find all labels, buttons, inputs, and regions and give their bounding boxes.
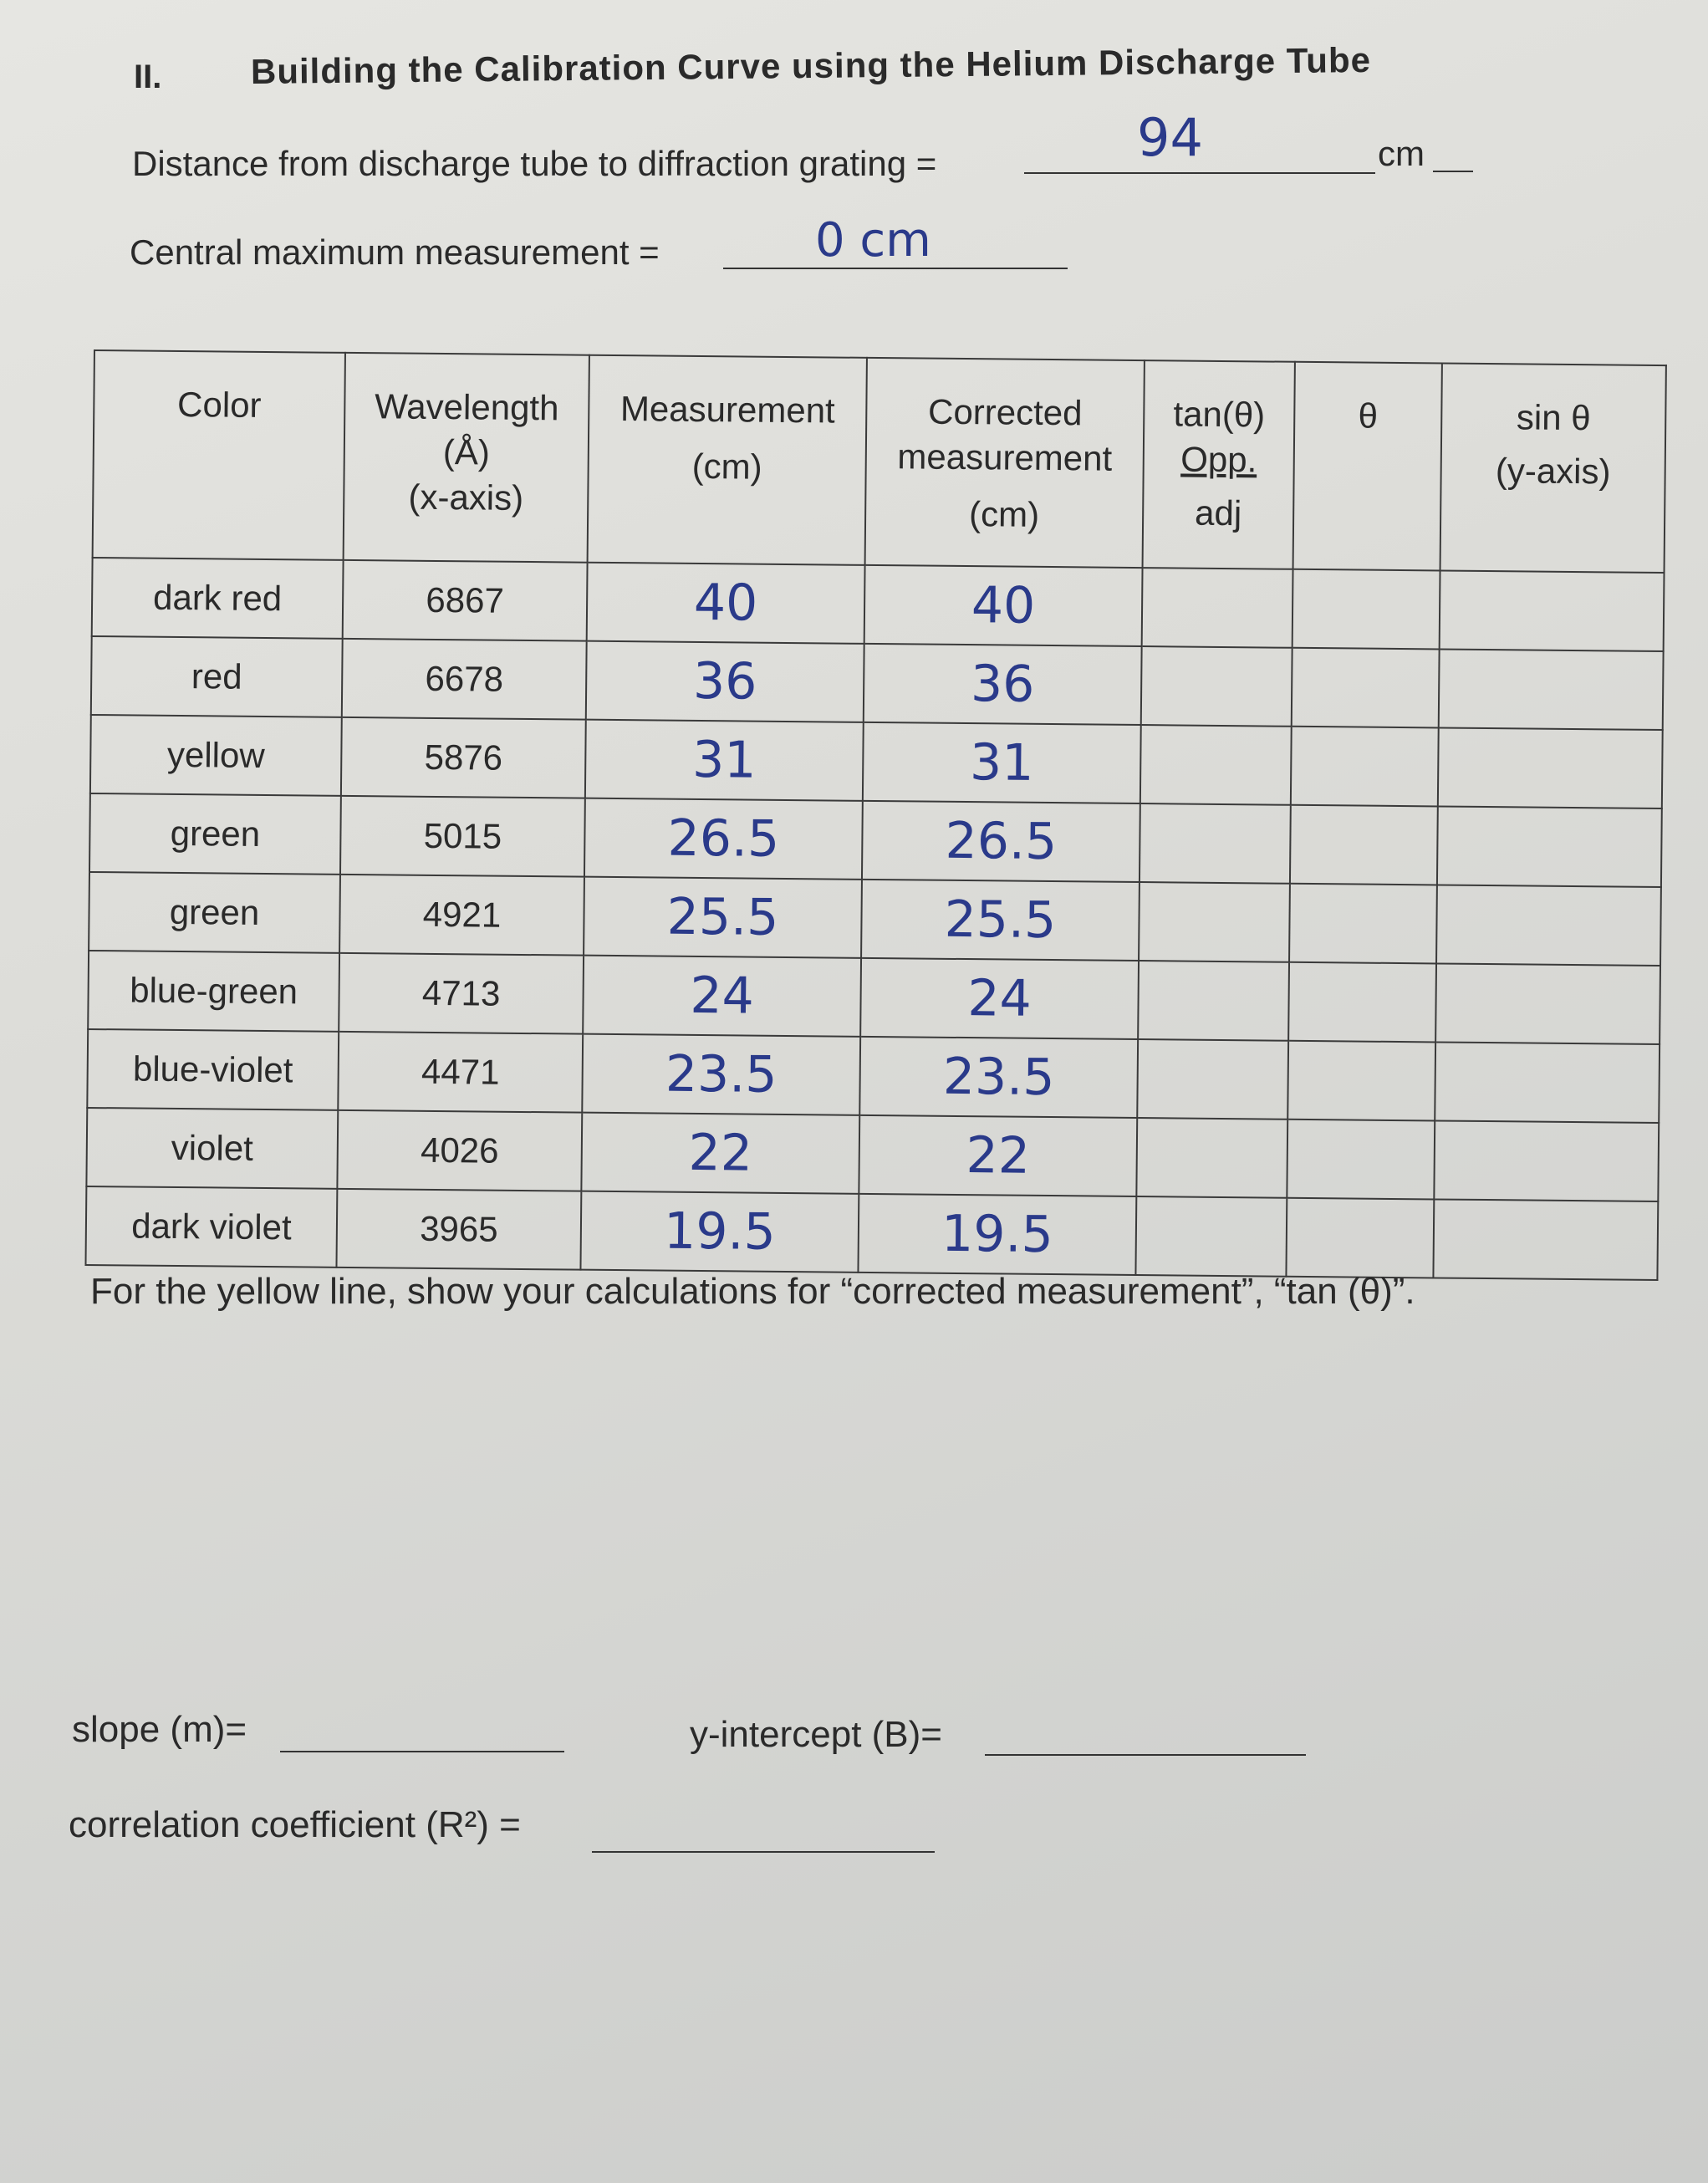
measurement-cell: 31 xyxy=(585,720,864,801)
theta-cell xyxy=(1286,1198,1434,1278)
distance-label: Distance from discharge tube to diffraction grating = xyxy=(132,144,937,183)
color-cell: yellow xyxy=(90,715,342,796)
table-row xyxy=(92,558,1665,651)
distance-unit: cm xyxy=(1378,134,1425,173)
section-number: II. xyxy=(134,59,162,95)
measurement-cell: 23.5 xyxy=(582,1034,860,1115)
theta-cell xyxy=(1287,1041,1435,1121)
tan-cell xyxy=(1136,1118,1287,1198)
table-header-row xyxy=(93,350,1666,573)
corrected-cell: 26.5 xyxy=(862,801,1140,882)
slope-label: slope (m)= xyxy=(72,1709,247,1750)
theta-cell xyxy=(1287,1120,1435,1200)
table-row xyxy=(90,715,1663,808)
tan-cell xyxy=(1140,803,1291,884)
table-row xyxy=(89,872,1661,966)
corrected-cell: 40 xyxy=(864,565,1143,646)
wavelength-cell: 6678 xyxy=(342,639,587,720)
measurement-cell: 24 xyxy=(583,956,861,1037)
tan-cell xyxy=(1140,725,1292,805)
central-max-label: Central maximum measurement = xyxy=(130,232,660,272)
color-cell: green xyxy=(89,793,341,875)
table-row xyxy=(87,1029,1660,1123)
theta-cell xyxy=(1290,805,1438,885)
header-color: Color xyxy=(93,350,345,560)
sin-cell xyxy=(1433,1199,1658,1280)
color-cell: red xyxy=(91,636,343,717)
measurement-cell: 19.5 xyxy=(580,1191,859,1273)
sin-cell xyxy=(1437,806,1662,887)
distance-blank xyxy=(1024,172,1375,174)
wavelength-cell: 4026 xyxy=(337,1110,582,1191)
instructions-text: For the yellow line, show your calculations for “corrected measurement”, “tan (θ)”. xyxy=(90,1271,1415,1312)
theta-cell xyxy=(1292,569,1440,650)
tan-cell xyxy=(1138,961,1289,1041)
corrected-cell: 19.5 xyxy=(858,1194,1136,1275)
header-theta: θ xyxy=(1293,362,1442,571)
header-corrected: Corrected measurement (cm) xyxy=(865,358,1145,568)
measurement-cell: 25.5 xyxy=(584,877,862,958)
theta-cell xyxy=(1288,962,1436,1043)
header-tan: tan(θ) Opp. adj xyxy=(1143,360,1295,569)
corrected-cell: 31 xyxy=(863,722,1141,803)
color-cell: violet xyxy=(86,1108,338,1189)
tan-cell xyxy=(1142,568,1293,648)
measurement-cell: 36 xyxy=(586,641,864,722)
central-max-value: 0 cm xyxy=(815,213,931,268)
tan-cell xyxy=(1141,646,1292,727)
table-row xyxy=(91,636,1664,730)
correlation-blank xyxy=(592,1851,935,1853)
unit-blank xyxy=(1433,171,1473,172)
corrected-cell: 24 xyxy=(860,958,1139,1039)
theta-cell xyxy=(1289,884,1437,964)
color-cell: dark red xyxy=(92,558,344,639)
corrected-cell: 25.5 xyxy=(861,880,1140,961)
wavelength-cell: 5876 xyxy=(341,717,586,798)
calibration-table xyxy=(84,349,1666,1281)
intercept-blank xyxy=(985,1754,1306,1756)
sin-cell xyxy=(1435,963,1660,1044)
sin-cell xyxy=(1439,649,1664,730)
corrected-cell: 22 xyxy=(859,1115,1137,1196)
wavelength-cell: 6867 xyxy=(343,560,588,641)
wavelength-cell: 4713 xyxy=(339,953,584,1034)
wavelength-cell: 3965 xyxy=(336,1189,581,1270)
correlation-label: correlation coefficient (R²) = xyxy=(69,1804,521,1845)
tan-cell xyxy=(1135,1196,1287,1277)
wavelength-cell: 5015 xyxy=(340,796,585,877)
wavelength-cell: 4471 xyxy=(338,1032,583,1113)
table-row xyxy=(86,1108,1659,1201)
measurement-cell: 22 xyxy=(581,1113,859,1194)
header-sin: sin θ (y-axis) xyxy=(1440,363,1666,573)
tan-cell xyxy=(1139,882,1290,962)
header-wavelength: Wavelength (Å) (x-axis) xyxy=(344,353,589,563)
slope-blank xyxy=(280,1751,564,1752)
header-measurement: Measurement (cm) xyxy=(588,355,867,565)
section-title: Building the Calibration Curve using the Helium Discharge Tube xyxy=(250,39,1372,91)
sin-cell xyxy=(1438,727,1663,808)
intercept-label: y-intercept (B)= xyxy=(690,1714,942,1755)
measurement-cell: 40 xyxy=(587,563,865,644)
color-cell: dark violet xyxy=(85,1186,337,1267)
corrected-cell: 36 xyxy=(864,644,1142,725)
color-cell: blue-violet xyxy=(87,1029,339,1110)
table-row xyxy=(89,793,1662,887)
color-cell: green xyxy=(89,872,340,953)
theta-cell xyxy=(1291,727,1439,807)
sin-cell xyxy=(1436,885,1661,966)
corrected-cell: 23.5 xyxy=(859,1037,1138,1118)
tan-cell xyxy=(1137,1039,1288,1120)
sin-cell xyxy=(1434,1120,1659,1201)
sin-cell xyxy=(1435,1042,1660,1123)
central-max-blank xyxy=(723,268,1068,269)
table-row xyxy=(88,951,1660,1044)
measurement-cell: 26.5 xyxy=(584,798,863,880)
theta-cell xyxy=(1292,648,1440,728)
distance-value: 94 xyxy=(1137,107,1203,168)
color-cell: blue-green xyxy=(88,951,339,1032)
table-row xyxy=(85,1186,1658,1280)
wavelength-cell: 4921 xyxy=(339,875,584,956)
sin-cell xyxy=(1440,570,1665,651)
